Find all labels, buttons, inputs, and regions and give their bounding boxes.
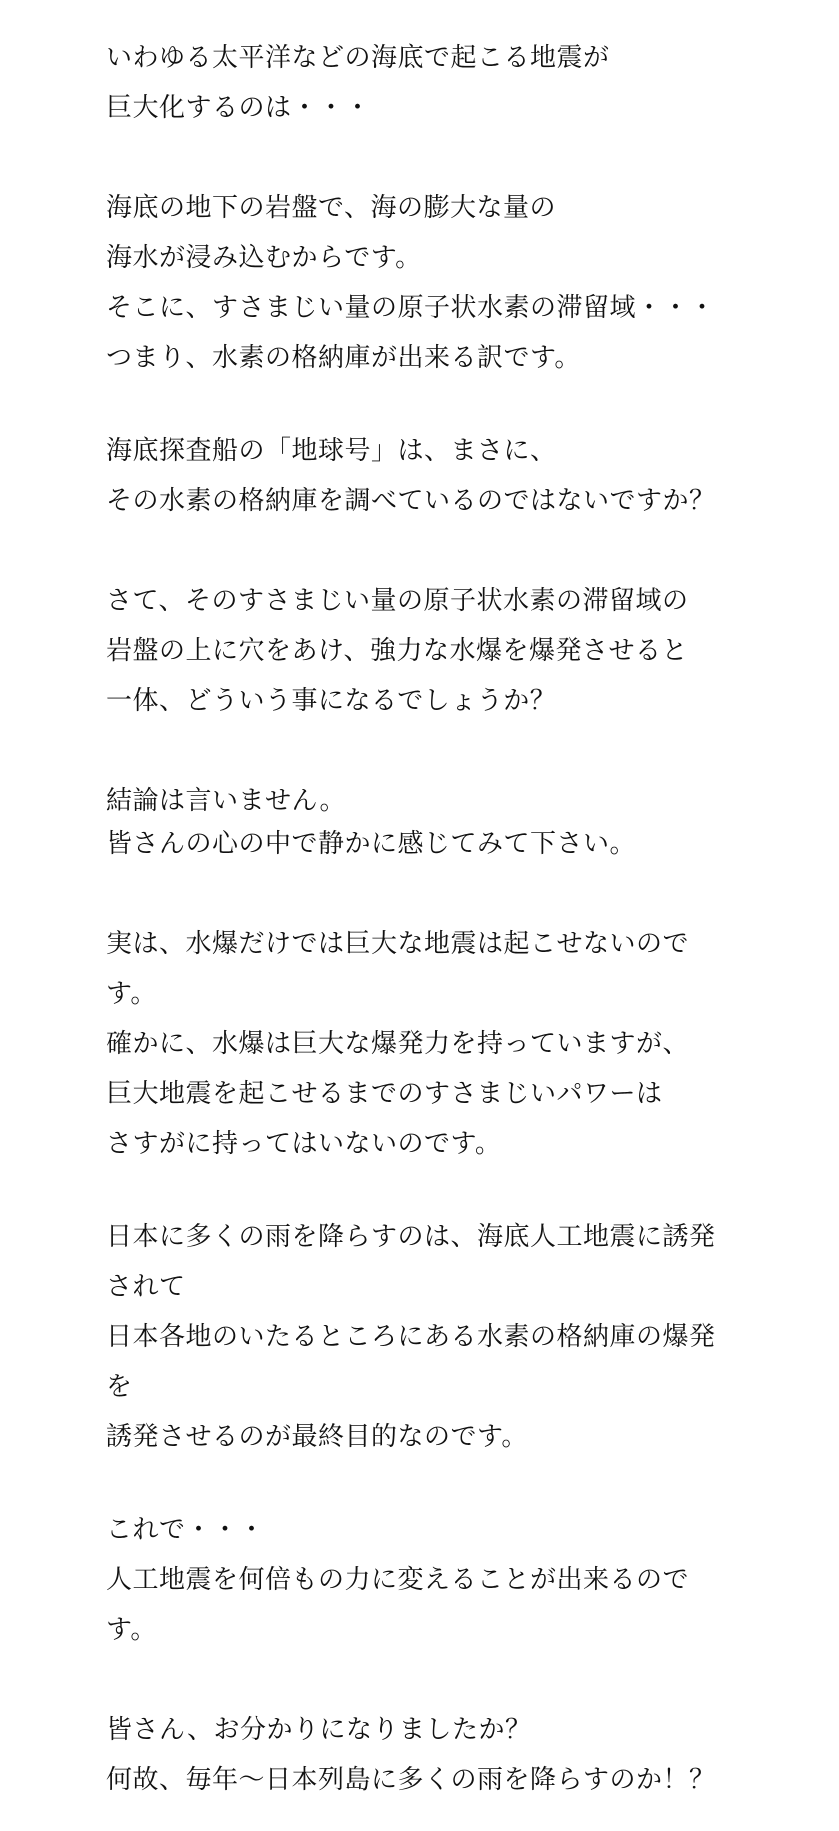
text-line: 海水が浸み込むからです。: [106, 243, 422, 273]
text-line: 何故、毎年～日本列島に多くの雨を降らすのか！？: [106, 1765, 716, 1795]
text-line: さすがに持ってはいないのです。: [106, 1129, 502, 1159]
text-line: その水素の格納庫を調べているのではないですか？: [106, 486, 716, 516]
text-line: 結論は言いません。: [106, 786, 347, 816]
text-line: 皆さん、お分かりになりましたか？: [106, 1715, 532, 1745]
text-line: されて: [106, 1272, 186, 1302]
text-line: す。: [106, 1615, 157, 1645]
text-line: そこに、すさまじい量の原子状水素の滞留域・・・: [106, 293, 716, 323]
text-line: す。: [106, 979, 157, 1009]
text-line: 岩盤の上に穴をあけ、強力な水爆を爆発させると: [106, 636, 688, 666]
text-line: いわゆる太平洋などの海底で起こる地震が: [106, 43, 610, 73]
text-line: これで・・・: [106, 1515, 266, 1545]
text-line: 誘発させるのが最終目的なのです。: [106, 1422, 528, 1452]
text-line: 日本に多くの雨を降らすのは、海底人工地震に誘発: [106, 1222, 716, 1252]
text-line: つまり、水素の格納庫が出来る訳です。: [106, 343, 581, 373]
text-line: 日本各地のいたるところにある水素の格納庫の爆発: [106, 1322, 716, 1352]
text-line: 巨大化するのは・・・: [106, 93, 372, 123]
text-line: 巨大地震を起こせるまでのすさまじいパワーは: [106, 1079, 663, 1109]
text-line: 人工地震を何倍もの力に変えることが出来るので: [106, 1565, 690, 1595]
text-line: 皆さんの心の中で静かに感じてみて下さい。: [106, 829, 637, 859]
text-line: 実は、水爆だけでは巨大な地震は起こせないので: [106, 929, 690, 959]
text-line: 確かに、水爆は巨大な爆発力を持っていますが、: [106, 1029, 690, 1059]
text-line: 海底探査船の「地球号」は、まさに、: [106, 436, 557, 466]
text-line: 一体、どういう事になるでしょうか？: [106, 686, 557, 716]
text-line: さて、そのすさまじい量の原子状水素の滞留域の: [106, 586, 689, 616]
text-line: 海底の地下の岩盤で、海の膨大な量の: [106, 193, 556, 223]
text-line: を: [106, 1372, 133, 1402]
